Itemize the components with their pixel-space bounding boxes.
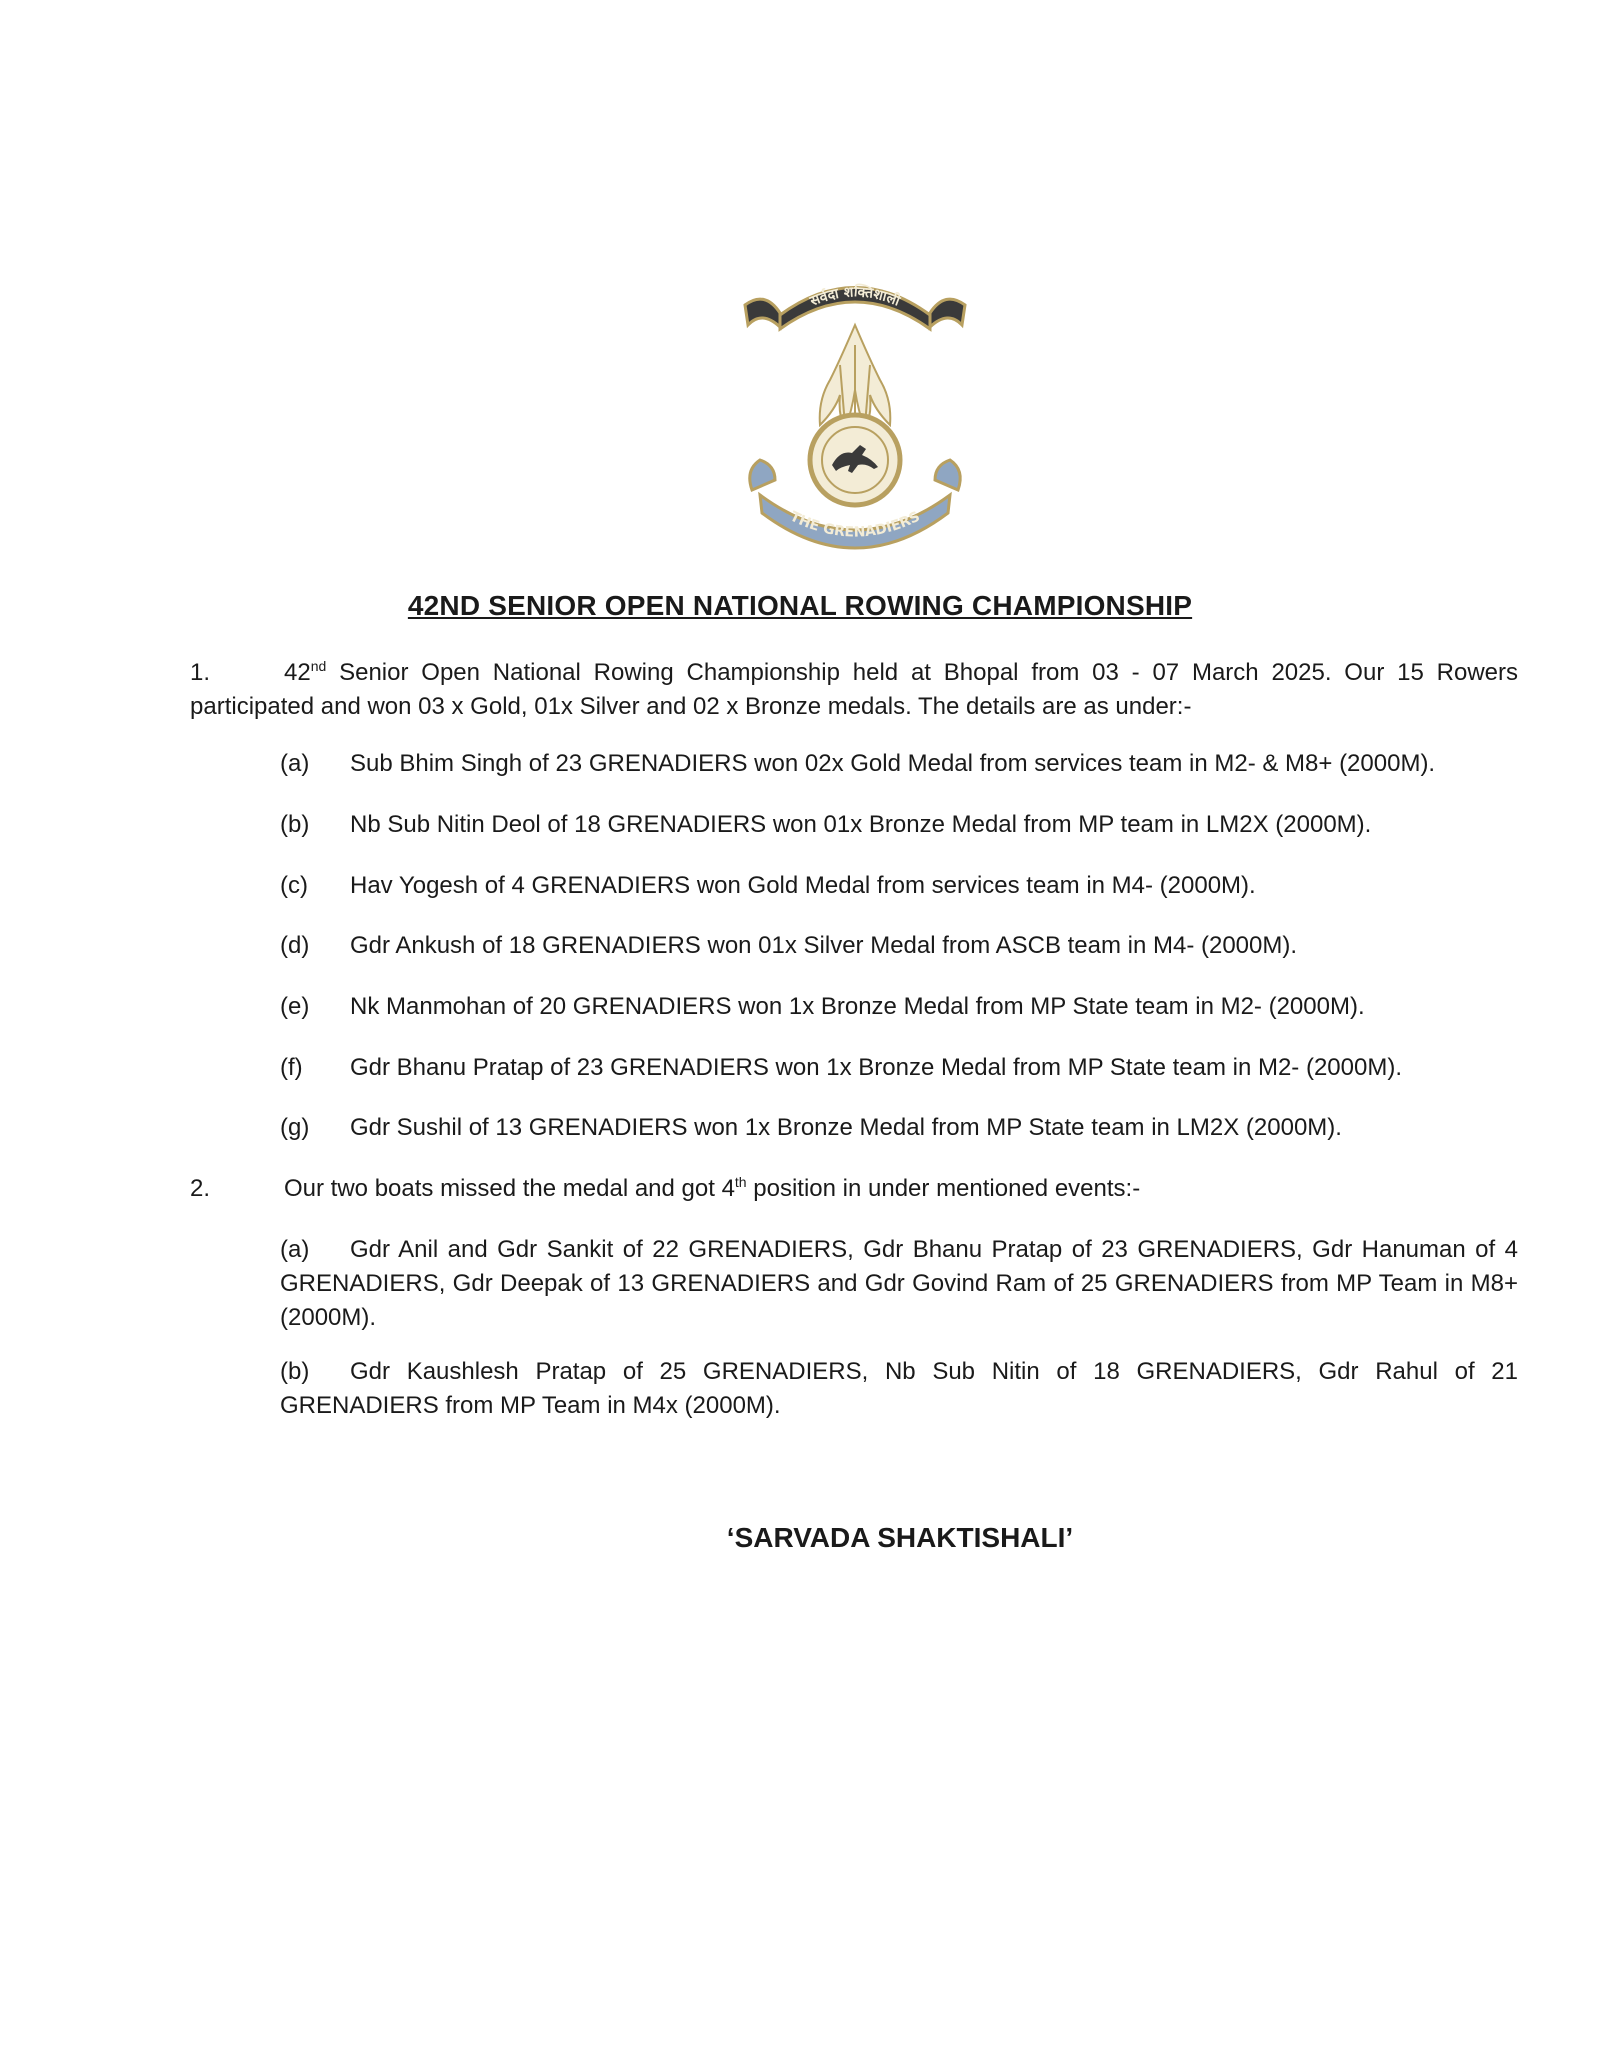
emblem-bottom-text: THE GRENADIERS	[787, 508, 923, 541]
list-item: (c) Hav Yogesh of 4 GRENADIERS won Gold Medal from services team in M4- (2000M).	[280, 872, 1256, 899]
page-title: 42ND SENIOR OPEN NATIONAL ROWING CHAMPIONSHIP	[407, 590, 1193, 621]
paragraph-number: 2.	[190, 1175, 211, 1202]
paragraph-2: 2. Our two boats missed the medal and got 4th position in under mentioned events:-	[190, 1172, 1140, 1206]
ordinal-suffix: nd	[310, 658, 327, 674]
motto: ‘SARVADA SHAKTISHALI’	[726, 1522, 1074, 1553]
grenadiers-emblem-icon	[740, 265, 970, 560]
paragraph-1	[190, 656, 1518, 724]
ordinal-suffix: th	[734, 1174, 747, 1190]
list-item: (d) Gdr Ankush of 18 GRENADIERS won 01x Silver Medal from ASCB team in M4- (2000M).	[280, 932, 1298, 959]
list-item: (a) Sub Bhim Singh of 23 GRENADIERS won 02x Gold Medal from services team in M2- & M8+ (2000M).	[280, 750, 1436, 777]
svg-text:सर्वदा शक्तिशाली	[807, 283, 904, 310]
emblem-top-text: सर्वदा शक्तिशाली	[807, 284, 903, 310]
paragraph-number: 1.	[190, 659, 211, 686]
list-item: (b) Nb Sub Nitin Deol of 18 GRENADIERS won 01x Bronze Medal from MP team in LM2X (2000M).	[280, 811, 1372, 838]
paragraph-text: Senior Open National Rowing Championship held at Bhopal from 03 - 07 March 2025. Our 15 Rowers participated and won 03 x Gold, 01x Silver and 02 x Bronze medals. The details are as under:-	[190, 659, 1518, 720]
list-item: (g) Gdr Sushil of 13 GRENADIERS won 1x Bronze Medal from MP State team in LM2X (2000M).	[280, 1114, 1342, 1141]
list-item: (e) Nk Manmohan of 20 GRENADIERS won 1x Bronze Medal from MP State team in M2- (2000M).	[280, 993, 1365, 1020]
list-item: (a) Gdr Anil and Gdr Sankit of 22 GRENADIERS, Gdr Bhanu Pratap of 23 GRENADIERS, Gdr Hanuman of 4 GRENADIERS, Gdr Deepak of 13 GRENADIERS and Gdr Govind Ram of 25 GRENADIERS from MP Team in M8+(2000M).	[280, 1236, 1518, 1331]
top-scroll-shape	[745, 299, 780, 327]
list-item: (f) Gdr Bhanu Pratap of 23 GRENADIERS won 1x Bronze Medal from MP State team in M2- (2000M).	[280, 1054, 1403, 1081]
list-item: (b) Gdr Kaushlesh Pratap of 25 GRENADIERS, Nb Sub Nitin of 18 GRENADIERS, Gdr Rahul of 21 GRENADIERS from MP Team in M4x (2000M).	[280, 1358, 1518, 1419]
ordinal: 42	[284, 659, 311, 686]
